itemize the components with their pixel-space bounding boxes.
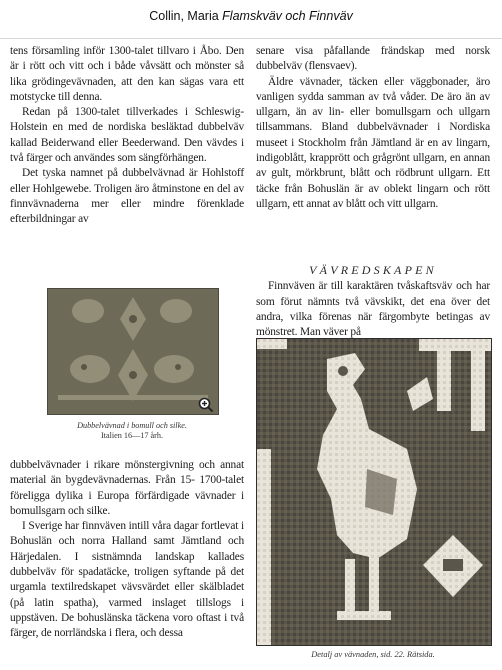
paragraph: Äldre vävnader, täcken eller väggbonader, äro vanligen sydda samman av två våder. De äro än av ullgarn, än av lin- eller bomullsgarn och ullgarn tillsammans. Bland dubbelvävnader i Nordiska museet i Stockholm från Jämtland är en av lingarn, indigoblått, krapprött och grågrönt ullgarn, en annan av gult, mörkbrunt, blått och rödbrunt ullgarn. Ett täcke från Bohuslän är av oblekt lingarn och rött ullgarn, ett annat av blått och vitt ullgarn.: [256, 75, 490, 210]
paragraph: I Sverige har finnväven intill våra dagar fortlevat i Bohuslän och norra Halland samt Jämtland och Härjedalen. I sistnämnda landskap kallades dubbelväv för spadatäcke, troligen syftande på det urgamla textilredskapet vävsvärdet eller skälbladet (på latin spatha), varmed inslaget tillslogs i uppstäven. De bohuslänska täckena voro oftast i två färger, de norrländska i flera, och dessa: [10, 520, 244, 640]
caption-text: Dubbelvävnad i bomull och silke.: [77, 421, 187, 430]
caption-subtext: Italien 16—17 årh.: [100, 431, 164, 440]
left-column-bottom: [10, 458, 244, 642]
left-column-top: [10, 44, 244, 228]
right-column-top: [256, 44, 490, 212]
book-title: Flamskväv och Finnväv: [222, 9, 353, 23]
page-header: [0, 0, 502, 39]
zoom-in-icon[interactable]: [198, 397, 214, 413]
paragraph: dubbelvävnader i rikare mönstergivning och annat material än bygdevävnadernas. Från 15- 1700-talet föreligga dylika i Europa förfärdigade vävnader i bomullsgarn och silke.: [10, 459, 244, 517]
textile-pattern-graphic: [48, 289, 218, 414]
paragraph: Det tyska namnet på dubbelvävnad är Hohlstoff eller Hohlgewebe. Troligen äro åtminstone en del av finnvävnaderna mer eller mindre förenklade efterbildningar av: [10, 167, 244, 226]
paragraph: tens församling inför 1300-talet tillvaro i Åbo. Den är i rött och vitt och i både våvsätt och mönster så lika grödingevävnaden, att den kan sägas vara ett motstycke till denna.: [10, 45, 244, 103]
paragraph: Redan på 1300-talet tillverkades i Schleswig-Holstein en med de nordiska besläktad dubbelväv kallad Beiderwand eller Beederwand. Den vävdes i två färger och användes som sängförhängen.: [10, 106, 244, 165]
textile-detail-graphic: [257, 339, 491, 645]
author-name: Collin, Maria: [149, 9, 219, 23]
section-heading: VÄVREDSKAPEN: [309, 263, 437, 277]
figure-dubbelvavnad-image: [47, 288, 219, 415]
paragraph: Finnväven är till karaktären tvåskaftsväv och har som förut nämnts två vävskikt, det ena över det andra, vilka förenas när färgombyte betingas av mönstret. Man väver på: [256, 280, 490, 339]
figure-right-caption: Detalj av vävnaden, sid. 22. Rätsida.: [311, 650, 435, 659]
paragraph: senare visa påfallande frändskap med norsk dubbelväv (flensvaev).: [256, 45, 490, 73]
right-column-section: [256, 262, 490, 340]
page-title: [0, 9, 502, 23]
figure-left-caption: [47, 421, 217, 441]
figure-textile-detail-image: [256, 338, 492, 646]
